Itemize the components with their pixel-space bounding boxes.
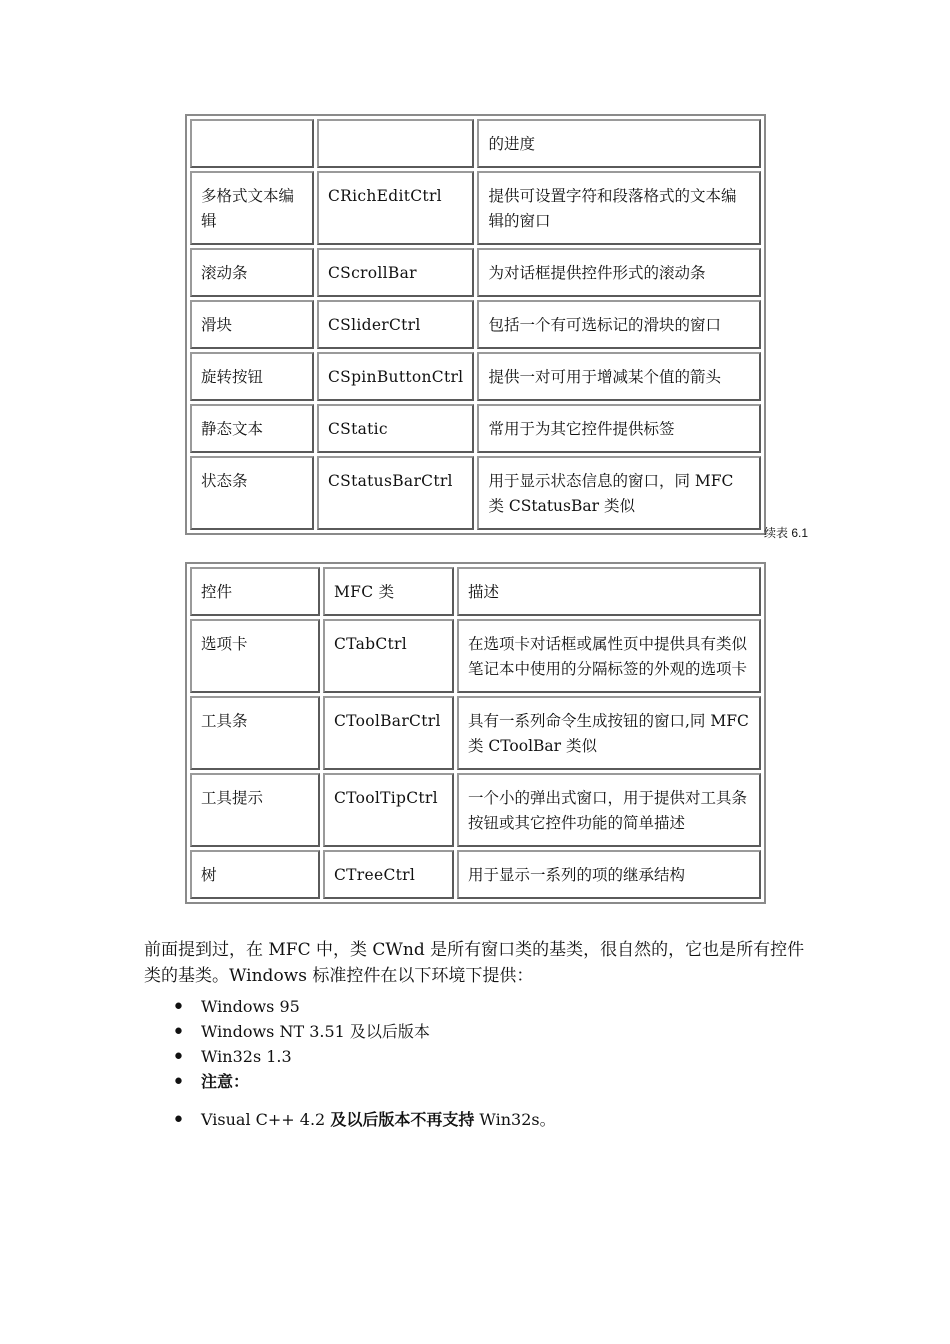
list-item-text: Visual C++ 4.2 [201,1110,331,1129]
table-cell: 提供可设置字符和段落格式的文本编辑的窗口 [477,171,761,245]
table-cell: 静态文本 [190,404,314,453]
table-cell: 滚动条 [190,248,314,297]
table-cell: CToolBarCtrl [323,696,454,770]
table-cell [190,119,314,168]
table-cell: 选项卡 [190,619,320,693]
bullet-icon: • [172,1108,185,1133]
bullet-icon: • [172,1045,185,1070]
table-cell: CToolTipCtrl [323,773,454,847]
table-cell: 一个小的弹出式窗口，用于提供对工具条按钮或其它控件功能的简单描述 [457,773,761,847]
list-item [172,1107,556,1132]
list-item [172,1069,556,1094]
table-cell: 包括一个有可选标记的滑块的窗口 [477,300,761,349]
list-item-text: Win32s。 [474,1110,556,1129]
table-cell: CScrollBar [317,248,474,297]
table-row [190,696,761,770]
column-header: 描述 [457,567,761,616]
controls-table-continued [185,114,766,535]
table-row [190,850,761,899]
table-cell: 用于显示一系列的项的继承结构 [457,850,761,899]
list-item-text: Win32s 1.3 [201,1047,292,1066]
table-caption: 续表 6.1 [764,526,809,540]
table-cell: 在选项卡对话框或属性页中提供具有类似笔记本中使用的分隔标签的外观的选项卡 [457,619,761,693]
list-item-emphasis: 及以后版本不再支持 [330,1110,475,1129]
table-cell: 多格式文本编辑 [190,171,314,245]
table-cell: 状态条 [190,456,314,530]
table-cell: CTabCtrl [323,619,454,693]
table-header-row [190,567,761,616]
table-cell: 的进度 [477,119,761,168]
list-item-text: Windows NT 3.51 及以后版本 [201,1022,430,1041]
table-cell: 提供一对可用于增减某个值的箭头 [477,352,761,401]
table-cell: 常用于为其它控件提供标签 [477,404,761,453]
table-row [190,300,761,349]
table-cell: 滑块 [190,300,314,349]
table-row [190,119,761,168]
note-label: 注意： [201,1072,250,1091]
table-cell: CSliderCtrl [317,300,474,349]
table-cell: CTreeCtrl [323,850,454,899]
table-cell [317,119,474,168]
table-cell: 树 [190,850,320,899]
column-header: MFC 类 [323,567,454,616]
table-cell: CRichEditCtrl [317,171,474,245]
table-cell: CStatusBarCtrl [317,456,474,530]
table-row [190,456,761,530]
bullet-icon: • [172,995,185,1020]
table-row [190,619,761,693]
table-row [190,773,761,847]
table-cell: 为对话框提供控件形式的滚动条 [477,248,761,297]
list-item [172,994,556,1019]
list-item-text: Windows 95 [201,997,300,1016]
table-row [190,352,761,401]
list-item [172,1044,556,1069]
table-row [190,248,761,297]
list-item [172,1019,556,1044]
table-cell: 具有一系列命令生成按钮的窗口,同 MFC 类 CToolBar 类似 [457,696,761,770]
bullet-icon: • [172,1020,185,1045]
table-cell: 工具条 [190,696,320,770]
controls-table [185,562,766,904]
table-row [190,404,761,453]
table-cell: 旋转按钮 [190,352,314,401]
body-paragraph: 前面提到过，在 MFC 中，类 CWnd 是所有窗口类的基类，很自然的，它也是所有控件类的基类。Windows 标准控件在以下环境下提供： [144,940,805,986]
bullet-icon: • [172,1070,185,1095]
environment-list [172,994,556,1132]
column-header: 控件 [190,567,320,616]
table-row [190,171,761,245]
table-cell: 用于显示状态信息的窗口，同 MFC 类 CStatusBar 类似 [477,456,761,530]
table-cell: CSpinButtonCtrl [317,352,474,401]
table-cell: 工具提示 [190,773,320,847]
table-cell: CStatic [317,404,474,453]
